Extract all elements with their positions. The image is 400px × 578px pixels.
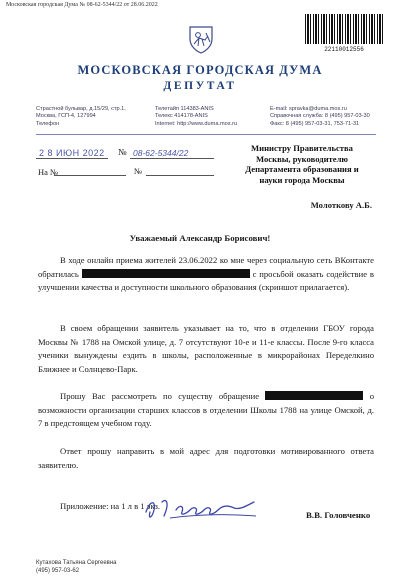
paragraph-1 bbox=[38, 254, 374, 295]
attachment-note: Приложение: на 1 л в 1 экз. bbox=[60, 501, 161, 511]
addressee-name: Молоткову А.Б. bbox=[310, 200, 372, 210]
barcode bbox=[305, 14, 383, 44]
header-divider bbox=[36, 134, 376, 135]
addressee-line: науки города Москвы bbox=[259, 174, 345, 185]
date-underline bbox=[36, 158, 108, 159]
reply-to-label: На № bbox=[38, 167, 59, 177]
addressee-line: Министру Правительства bbox=[251, 143, 353, 153]
contact-teletype: Телетайп 114383-ANIS bbox=[155, 106, 214, 112]
paragraph-3-start: Прошу Вас рассмотреть по существу обращение bbox=[60, 391, 260, 401]
executor-phone: (495) 957-03-62 bbox=[36, 568, 80, 574]
moscow-coat-of-arms-icon bbox=[186, 24, 216, 54]
addressee-block bbox=[232, 143, 372, 185]
stamp-number-label: № bbox=[118, 147, 127, 157]
contacts-left bbox=[36, 106, 126, 128]
paragraph-3 bbox=[38, 390, 374, 431]
addressee-line: Москвы, руководителю bbox=[256, 153, 348, 164]
contact-city-line: Москва, ГСП-4, 127994 bbox=[36, 113, 96, 120]
contact-address-line: Страстной бульвар, д.15/29, стр.1, bbox=[36, 106, 126, 112]
paragraph-3-end: о возможности организации старших классов в отделении Школы 1788 на улице Омской, д. 7 в предстоящем учебном году. bbox=[38, 391, 374, 429]
paragraph-4: Ответ прошу направить в мой адрес для подготовки мотивированного ответа заявителю. bbox=[38, 446, 374, 470]
stamp-date: 2 8 ИЮН 2022 bbox=[39, 148, 105, 158]
signer-name: В.В. Головченко bbox=[306, 510, 371, 520]
salutation: Уважаемый Александр Борисович! bbox=[129, 233, 271, 243]
redacted-name bbox=[82, 269, 250, 278]
reply-to-number-label: № bbox=[134, 166, 143, 176]
number-underline bbox=[130, 158, 214, 159]
reply-to-number-underline bbox=[146, 175, 214, 176]
barcode-number: 22110012556 bbox=[324, 46, 364, 53]
handwritten-signature bbox=[140, 492, 260, 524]
contact-fax: Факс: 8 (495) 957-03-31, 753-71-31 bbox=[270, 120, 360, 127]
contact-email: E-mail: spravka@duma.mos.ru bbox=[270, 106, 347, 112]
contact-help-desk: Справочная служба: 8 (495) 957-03-30 bbox=[270, 113, 370, 120]
registry-line: Московская городская Дума № 08-62-5344/22 от 28.06.2022 bbox=[6, 2, 158, 8]
contacts-middle bbox=[155, 106, 237, 128]
addressee-line: Департамента образования и bbox=[245, 164, 359, 174]
org-name: МОСКОВСКАЯ ГОРОДСКАЯ ДУМА bbox=[77, 63, 323, 77]
reply-to-underline bbox=[54, 175, 126, 176]
contact-phone-label: Телефон bbox=[36, 120, 60, 127]
executor-block bbox=[36, 559, 117, 575]
org-title: ДЕПУТАТ bbox=[163, 80, 237, 92]
paragraph-2: В своем обращении заявитель указывает на то, что в отделении ГБОУ города Москвы № 1788 на Омской улице, д. 7 отсутствуют 10-е и 11-е классы. После 9-го класса ученики вынуждены ездить в школы, расположенные в микрорайонах Переделкино Ближнее и Солнцево-Парк. bbox=[38, 323, 374, 374]
contacts-right bbox=[270, 106, 370, 128]
executor-name: Кутахова Татьяна Сергеевна bbox=[36, 560, 117, 566]
redacted-name bbox=[265, 391, 363, 400]
contact-website: Internet: http://www.duma.mos.ru bbox=[155, 120, 238, 127]
paragraph-1-end: с просьбой оказать содействие в улучшении качества и доступности школьного образования (скриншот прилагается). bbox=[38, 268, 374, 293]
paragraph-1-start: В ходе онлайн приема жителей 23.06.2022 ко мне через социальную сеть ВКонтакте обратилась bbox=[38, 255, 374, 279]
stamp-number: 08-62-5344/22 bbox=[133, 148, 189, 158]
contact-telex: Телекс 414178-ANIS bbox=[155, 113, 208, 120]
